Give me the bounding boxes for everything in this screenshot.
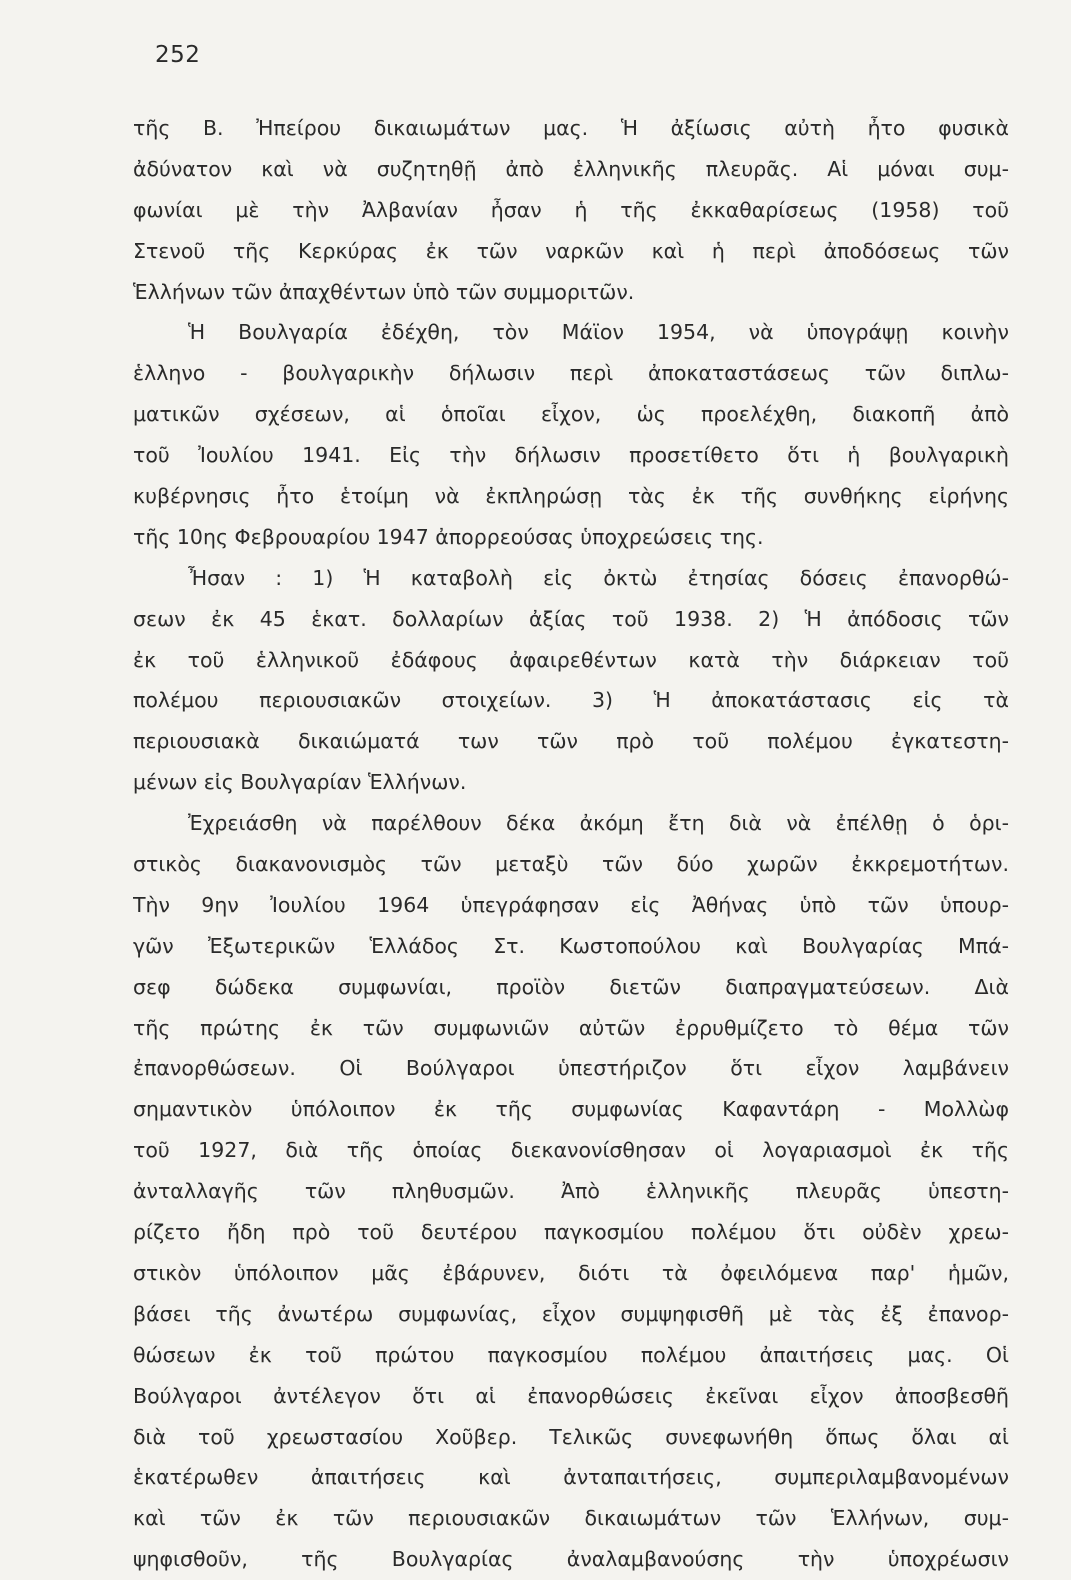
text-line: ἀνταλλαγῆς τῶν πληθυσμῶν. Ἀπὸ ἑλληνικῆς πλευρᾶς ὑπεστη- — [133, 1179, 1009, 1204]
text-line: διὰ τοῦ χρεωστασίου Χοῦβερ. Τελικῶς συνεφωνήθη ὅπως ὅλαι αἱ — [133, 1424, 1009, 1449]
text-line: ἀδύνατον καὶ νὰ συζητηθῇ ἀπὸ ἑλληνικῆς πλευρᾶς. Αἱ μόναι συμ- — [133, 156, 1009, 181]
body-text — [133, 108, 1009, 1580]
text-line: σημαντικὸν ὑπόλοιπον ἐκ τῆς συμφωνίας Καφαντάρη - Μολλὼφ — [133, 1097, 1009, 1122]
text-line: Στενοῦ τῆς Κερκύρας ἐκ τῶν ναρκῶν καὶ ἡ περὶ ἀποδόσεως τῶν — [133, 238, 1009, 263]
text-line: σεων ἐκ 45 ἑκατ. δολλαρίων ἀξίας τοῦ 1938. 2) Ἡ ἀπόδοσις τῶν — [133, 606, 1009, 631]
text-line: βάσει τῆς ἀνωτέρω συμφωνίας, εἶχον συμψηφισθῆ μὲ τὰς ἐξ ἐπανορ- — [133, 1301, 1009, 1326]
text-line: Ἡ Βουλγαρία ἐδέχθη, τὸν Μάϊον 1954, νὰ ὑπογράψῃ κοινὴν — [188, 320, 1009, 345]
text-line: κυβέρνησις ἦτο ἑτοίμη νὰ ἐκπληρώσῃ τὰς ἐκ τῆς συνθήκης εἰρήνης — [133, 484, 1009, 509]
text-line: φωνίαι μὲ τὴν Ἀλβανίαν ἦσαν ἡ τῆς ἐκκαθαρίσεως (1958) τοῦ — [133, 197, 1009, 222]
text-line: πολέμου περιουσιακῶν στοιχείων. 3) Ἡ ἀποκατάστασις εἰς τὰ — [133, 688, 1009, 713]
text-line: ἐκ τοῦ ἑλληνικοῦ ἐδάφους ἀφαιρεθέντων κατὰ τὴν διάρκειαν τοῦ — [133, 647, 1009, 672]
text-line: θώσεων ἐκ τοῦ πρώτου παγκοσμίου πολέμου ἀπαιτήσεις μας. Οἱ — [133, 1342, 1009, 1367]
text-line: Ἐχρειάσθη νὰ παρέλθουν δέκα ἀκόμη ἔτη διὰ νὰ ἐπέλθῃ ὁ ὁρι- — [188, 811, 1009, 836]
text-line: τῆς 10ης Φεβρουαρίου 1947 ἀπορρεούσας ὑποχρεώσεις της. — [133, 524, 764, 549]
text-line: περιουσιακὰ δικαιώματά των τῶν πρὸ τοῦ πολέμου ἐγκατεστη- — [133, 729, 1009, 754]
text-line: ἐπανορθώσεων. Οἱ Βούλγαροι ὑπεστήριζον ὅτι εἶχον λαμβάνειν — [133, 1056, 1009, 1081]
text-line: γῶν Ἐξωτερικῶν Ἑλλάδος Στ. Κωστοπούλου καὶ Βουλγαρίας Μπά- — [133, 933, 1009, 958]
text-line: τοῦ Ἰουλίου 1941. Εἰς τὴν δήλωσιν προσετίθετο ὅτι ἡ βουλγαρικὴ — [133, 443, 1009, 468]
text-line: Ἑλλήνων τῶν ἀπαχθέντων ὑπὸ τῶν συμμοριτῶν. — [133, 279, 635, 304]
text-line: Βούλγαροι ἀντέλεγον ὅτι αἱ ἐπανορθώσεις ἐκεῖναι εἶχον ἀποσβεσθῆ — [133, 1383, 1009, 1408]
text-line: ρίζετο ἤδη πρὸ τοῦ δευτέρου παγκοσμίου πολέμου ὅτι οὐδὲν χρεω- — [133, 1220, 1009, 1245]
text-line: ἑκατέρωθεν ἀπαιτήσεις καὶ ἀνταπαιτήσεις, συμπεριλαμβανομένων — [133, 1465, 1009, 1490]
text-line: Τὴν 9ην Ἰουλίου 1964 ὑπεγράφησαν εἰς Ἀθήνας ὑπὸ τῶν ὑπουρ- — [133, 892, 1009, 917]
text-line: ψηφισθοῦν, τῆς Βουλγαρίας ἀναλαμβανούσης τὴν ὑποχρέωσιν — [133, 1547, 1009, 1572]
text-line: τοῦ 1927, διὰ τῆς ὁποίας διεκανονίσθησαν οἱ λογαριασμοὶ ἐκ τῆς — [133, 1138, 1009, 1163]
page-number: 252 — [155, 42, 201, 68]
text-line: μένων εἰς Βουλγαρίαν Ἑλλήνων. — [133, 770, 467, 795]
text-line: στικὸν ὑπόλοιπον μᾶς ἐβάρυνεν, διότι τὰ ὀφειλόμενα παρ' ἡμῶν, — [133, 1260, 1009, 1285]
text-line: τῆς πρώτης ἐκ τῶν συμφωνιῶν αὐτῶν ἐρρυθμίζετο τὸ θέμα τῶν — [133, 1015, 1009, 1040]
text-line: στικὸς διακανονισμὸς τῶν μεταξὺ τῶν δύο χωρῶν ἐκκρεμοτήτων. — [133, 852, 1009, 877]
text-line: Ἦσαν : 1) Ἡ καταβολὴ εἰς ὀκτὼ ἐτησίας δόσεις ἐπανορθώ- — [188, 565, 1009, 590]
text-line: καὶ τῶν ἐκ τῶν περιουσιακῶν δικαιωμάτων τῶν Ἑλλήνων, συμ- — [133, 1506, 1009, 1531]
text-line: σεφ δώδεκα συμφωνίαι, προϊὸν διετῶν διαπραγματεύσεων. Διὰ — [133, 974, 1009, 999]
text-line: τῆς Β. Ἠπείρου δικαιωμάτων μας. Ἡ ἀξίωσις αὐτὴ ἦτο φυσικὰ — [133, 116, 1009, 140]
text-line: ἑλληνο - βουλγαρικὴν δήλωσιν περὶ ἀποκαταστάσεως τῶν διπλω- — [133, 361, 1009, 386]
text-line: ματικῶν σχέσεων, αἱ ὁποῖαι εἶχον, ὡς προελέχθη, διακοπῆ ἀπὸ — [133, 402, 1009, 427]
